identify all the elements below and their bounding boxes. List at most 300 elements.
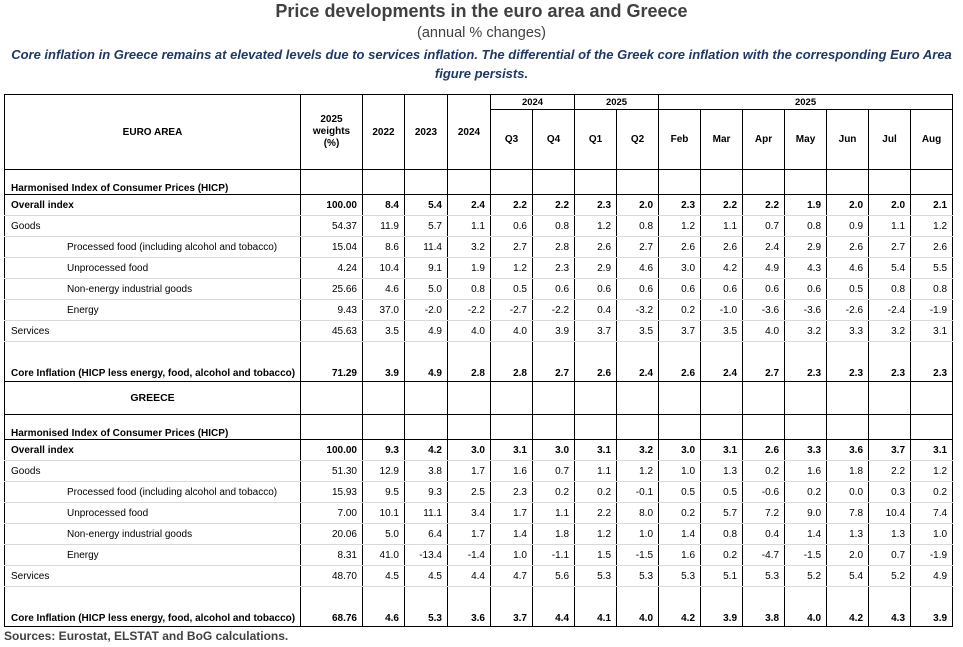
empty-cell xyxy=(491,182,533,195)
value-cell: 1.2 xyxy=(491,258,533,279)
value-cell: 4.0 xyxy=(743,321,785,342)
empty-cell xyxy=(533,427,575,440)
row-label: Processed food (including alcohol and tobacco) xyxy=(5,237,301,258)
value-cell: 0.7 xyxy=(533,461,575,482)
value-cell: -2.6 xyxy=(827,300,869,321)
value-cell: 48.70 xyxy=(301,566,363,587)
value-cell: 4.5 xyxy=(405,566,448,587)
value-cell: 5.1 xyxy=(701,566,743,587)
year-2024-header: 2024 xyxy=(448,95,491,170)
value-cell: 0.7 xyxy=(743,216,785,237)
value-cell: -2.2 xyxy=(533,300,575,321)
value-cell: 5.3 xyxy=(659,566,701,587)
value-cell: 1.2 xyxy=(911,216,953,237)
empty-cell xyxy=(405,382,448,415)
empty-cell xyxy=(617,427,659,440)
value-cell: -3.6 xyxy=(785,300,827,321)
empty-cell xyxy=(869,182,911,195)
empty-cell xyxy=(869,382,911,415)
description: Core inflation in Greece remains at elevated levels due to services inflation. The differential of the Greek core inflation with the corresponding Euro Area figure persists. xyxy=(11,47,952,81)
value-cell: 3.0 xyxy=(659,440,701,461)
value-cell: 1.1 xyxy=(701,216,743,237)
value-cell: 41.0 xyxy=(363,545,405,566)
value-cell: 5.4 xyxy=(869,258,911,279)
empty-cell xyxy=(301,427,363,440)
value-cell: 2.3 xyxy=(785,342,827,382)
empty-cell xyxy=(617,382,659,415)
value-cell: 1.0 xyxy=(659,461,701,482)
spacer-row xyxy=(5,170,953,183)
value-cell: 2.2 xyxy=(533,195,575,216)
value-cell: 0.8 xyxy=(448,279,491,300)
value-cell: 3.5 xyxy=(617,321,659,342)
value-cell: 1.1 xyxy=(869,216,911,237)
section-label: Harmonised Index of Consumer Prices (HICP) xyxy=(5,427,301,440)
value-cell: 2.4 xyxy=(617,342,659,382)
empty-cell xyxy=(491,415,533,428)
value-cell: 0.4 xyxy=(743,524,785,545)
value-cell: 1.2 xyxy=(617,461,659,482)
value-cell: 2.7 xyxy=(743,342,785,382)
section-label-row xyxy=(5,182,953,195)
empty-cell xyxy=(827,382,869,415)
empty-cell xyxy=(701,170,743,183)
weights-header: 2025 weights (%) xyxy=(301,95,363,170)
value-cell: 0.6 xyxy=(701,279,743,300)
row-label: Overall index xyxy=(5,440,301,461)
row-label: Non-energy industrial goods xyxy=(5,524,301,545)
value-cell: 3.7 xyxy=(491,587,533,627)
value-cell: 4.0 xyxy=(491,321,533,342)
value-cell: 100.00 xyxy=(301,195,363,216)
value-cell: 3.5 xyxy=(701,321,743,342)
value-cell: 1.1 xyxy=(533,503,575,524)
row-label: Energy xyxy=(5,545,301,566)
empty-cell xyxy=(448,382,491,415)
empty-cell xyxy=(575,382,617,415)
value-cell: 10.4 xyxy=(869,503,911,524)
year-2022-header: 2022 xyxy=(363,95,405,170)
empty-cell xyxy=(363,382,405,415)
empty-cell xyxy=(617,170,659,183)
value-cell: 4.6 xyxy=(363,279,405,300)
value-cell: 2.3 xyxy=(533,258,575,279)
empty-cell xyxy=(5,170,301,183)
value-cell: 12.9 xyxy=(363,461,405,482)
value-cell: -1.5 xyxy=(617,545,659,566)
value-cell: 0.7 xyxy=(869,545,911,566)
greece-header-row xyxy=(5,382,953,415)
value-cell: 6.4 xyxy=(405,524,448,545)
value-cell: 2.3 xyxy=(911,342,953,382)
value-cell: 1.6 xyxy=(659,545,701,566)
value-cell: 5.7 xyxy=(701,503,743,524)
value-cell: 1.2 xyxy=(911,461,953,482)
value-cell: 3.0 xyxy=(448,440,491,461)
empty-cell xyxy=(363,170,405,183)
euro-area-header: EURO AREA xyxy=(5,95,301,170)
value-cell: 5.2 xyxy=(785,566,827,587)
value-cell: 3.3 xyxy=(827,321,869,342)
quarters-2024-header: 2024 xyxy=(491,95,575,110)
empty-cell xyxy=(827,427,869,440)
value-cell: 3.7 xyxy=(659,321,701,342)
value-cell: 3.5 xyxy=(363,321,405,342)
value-cell: 2.3 xyxy=(575,195,617,216)
row-label: Unprocessed food xyxy=(5,258,301,279)
value-cell: 9.0 xyxy=(785,503,827,524)
empty-cell xyxy=(491,170,533,183)
table-row xyxy=(5,482,953,503)
value-cell: 8.0 xyxy=(617,503,659,524)
empty-cell xyxy=(659,170,701,183)
empty-cell xyxy=(533,182,575,195)
value-cell: 5.3 xyxy=(617,566,659,587)
value-cell: 2.6 xyxy=(659,237,701,258)
empty-cell xyxy=(533,382,575,415)
table-row xyxy=(5,321,953,342)
value-cell: -2.2 xyxy=(448,300,491,321)
value-cell: 54.37 xyxy=(301,216,363,237)
value-cell: 0.6 xyxy=(743,279,785,300)
row-label: Goods xyxy=(5,461,301,482)
value-cell: 2.6 xyxy=(575,342,617,382)
value-cell: 2.3 xyxy=(659,195,701,216)
empty-cell xyxy=(659,182,701,195)
value-cell: 2.0 xyxy=(617,195,659,216)
value-cell: 3.8 xyxy=(405,461,448,482)
value-cell: 8.6 xyxy=(363,237,405,258)
value-cell: 0.8 xyxy=(911,279,953,300)
value-cell: 5.6 xyxy=(533,566,575,587)
value-cell: 68.76 xyxy=(301,587,363,627)
empty-cell xyxy=(827,415,869,428)
quarters-2025-header: 2025 xyxy=(575,95,659,110)
value-cell: -2.0 xyxy=(405,300,448,321)
value-cell: 1.1 xyxy=(448,216,491,237)
price-table xyxy=(4,94,953,627)
value-cell: 9.5 xyxy=(363,482,405,503)
value-cell: 2.6 xyxy=(701,237,743,258)
value-cell: 3.9 xyxy=(363,342,405,382)
value-cell: -1.9 xyxy=(911,300,953,321)
value-cell: 0.6 xyxy=(659,279,701,300)
value-cell: 0.2 xyxy=(743,461,785,482)
empty-cell xyxy=(301,382,363,415)
value-cell: 0.2 xyxy=(701,545,743,566)
row-label: Core Inflation (HICP less energy, food, alcohol and tobacco) xyxy=(5,342,301,382)
value-cell: 0.3 xyxy=(869,482,911,503)
value-cell: 11.9 xyxy=(363,216,405,237)
value-cell: -1.5 xyxy=(785,545,827,566)
value-cell: 4.2 xyxy=(659,587,701,627)
value-cell: 1.2 xyxy=(575,216,617,237)
value-cell: 2.3 xyxy=(827,342,869,382)
value-cell: 1.9 xyxy=(785,195,827,216)
empty-cell xyxy=(533,415,575,428)
value-cell: 1.3 xyxy=(827,524,869,545)
value-cell: 2.9 xyxy=(575,258,617,279)
empty-cell xyxy=(743,182,785,195)
value-cell: 1.7 xyxy=(491,503,533,524)
value-cell: 0.6 xyxy=(491,216,533,237)
value-cell: 4.5 xyxy=(363,566,405,587)
empty-cell xyxy=(575,170,617,183)
value-cell: 5.3 xyxy=(743,566,785,587)
value-cell: 2.0 xyxy=(869,195,911,216)
value-cell: 0.6 xyxy=(533,279,575,300)
value-cell: 1.5 xyxy=(575,545,617,566)
empty-cell xyxy=(869,427,911,440)
row-label: Services xyxy=(5,321,301,342)
value-cell: 1.3 xyxy=(701,461,743,482)
core-inflation-row xyxy=(5,587,953,627)
value-cell: 0.2 xyxy=(785,482,827,503)
empty-cell xyxy=(575,182,617,195)
row-label: Goods xyxy=(5,216,301,237)
empty-cell xyxy=(911,427,953,440)
value-cell: 1.3 xyxy=(869,524,911,545)
table-row xyxy=(5,195,953,216)
value-cell: 2.6 xyxy=(575,237,617,258)
quarter-header: Q4 xyxy=(533,110,575,170)
value-cell: 1.1 xyxy=(575,461,617,482)
value-cell: -3.2 xyxy=(617,300,659,321)
value-cell: 0.8 xyxy=(701,524,743,545)
value-cell: 5.5 xyxy=(911,258,953,279)
row-label: Processed food (including alcohol and tobacco) xyxy=(5,482,301,503)
value-cell: 2.4 xyxy=(448,195,491,216)
value-cell: 1.4 xyxy=(491,524,533,545)
empty-cell xyxy=(301,182,363,195)
empty-cell xyxy=(827,170,869,183)
value-cell: 3.2 xyxy=(785,321,827,342)
value-cell: 3.2 xyxy=(869,321,911,342)
value-cell: 3.1 xyxy=(911,440,953,461)
value-cell: 1.0 xyxy=(617,524,659,545)
empty-cell xyxy=(405,170,448,183)
table-row xyxy=(5,216,953,237)
value-cell: 8.4 xyxy=(363,195,405,216)
empty-cell xyxy=(405,415,448,428)
value-cell: 3.6 xyxy=(448,587,491,627)
value-cell: -2.7 xyxy=(491,300,533,321)
quarter-header: Q2 xyxy=(617,110,659,170)
month-header: Jul xyxy=(869,110,911,170)
value-cell: 0.0 xyxy=(827,482,869,503)
value-cell: -1.4 xyxy=(448,545,491,566)
empty-cell xyxy=(785,427,827,440)
value-cell: 15.93 xyxy=(301,482,363,503)
empty-cell xyxy=(363,427,405,440)
month-header: Mar xyxy=(701,110,743,170)
value-cell: 1.6 xyxy=(785,461,827,482)
section-label: Harmonised Index of Consumer Prices (HICP) xyxy=(5,182,301,195)
value-cell: 5.4 xyxy=(827,566,869,587)
value-cell: 0.8 xyxy=(785,216,827,237)
value-cell: 4.1 xyxy=(575,587,617,627)
value-cell: 1.9 xyxy=(448,258,491,279)
value-cell: 0.8 xyxy=(533,216,575,237)
value-cell: 100.00 xyxy=(301,440,363,461)
value-cell: 4.9 xyxy=(405,342,448,382)
empty-cell xyxy=(743,170,785,183)
value-cell: 2.7 xyxy=(617,237,659,258)
value-cell: 1.4 xyxy=(785,524,827,545)
empty-cell xyxy=(785,415,827,428)
value-cell: 4.3 xyxy=(785,258,827,279)
value-cell: 0.2 xyxy=(659,300,701,321)
value-cell: 20.06 xyxy=(301,524,363,545)
value-cell: 1.6 xyxy=(491,461,533,482)
value-cell: 7.8 xyxy=(827,503,869,524)
empty-cell xyxy=(363,415,405,428)
month-header: Apr xyxy=(743,110,785,170)
row-label: Non-energy industrial goods xyxy=(5,279,301,300)
value-cell: 0.2 xyxy=(533,482,575,503)
value-cell: 1.8 xyxy=(827,461,869,482)
table-row xyxy=(5,545,953,566)
value-cell: 2.7 xyxy=(869,237,911,258)
value-cell: 3.3 xyxy=(785,440,827,461)
row-label: Core Inflation (HICP less energy, food, alcohol and tobacco) xyxy=(5,587,301,627)
empty-cell xyxy=(448,427,491,440)
empty-cell xyxy=(785,170,827,183)
value-cell: 5.2 xyxy=(869,566,911,587)
value-cell: 1.4 xyxy=(659,524,701,545)
row-label: Unprocessed food xyxy=(5,503,301,524)
row-label: Overall index xyxy=(5,195,301,216)
empty-cell xyxy=(827,182,869,195)
value-cell: 2.0 xyxy=(827,545,869,566)
value-cell: 1.2 xyxy=(659,216,701,237)
spacer-row xyxy=(5,415,953,428)
value-cell: 2.0 xyxy=(827,195,869,216)
empty-cell xyxy=(405,182,448,195)
value-cell: 4.24 xyxy=(301,258,363,279)
value-cell: 0.6 xyxy=(785,279,827,300)
empty-cell xyxy=(743,415,785,428)
value-cell: 9.3 xyxy=(405,482,448,503)
value-cell: 5.0 xyxy=(405,279,448,300)
value-cell: 15.04 xyxy=(301,237,363,258)
value-cell: 3.1 xyxy=(491,440,533,461)
value-cell: 4.7 xyxy=(491,566,533,587)
value-cell: 3.1 xyxy=(575,440,617,461)
months-2025-header: 2025 xyxy=(659,95,953,110)
empty-cell xyxy=(743,382,785,415)
value-cell: 0.5 xyxy=(659,482,701,503)
value-cell: 2.3 xyxy=(491,482,533,503)
value-cell: 2.9 xyxy=(785,237,827,258)
value-cell: 3.8 xyxy=(743,587,785,627)
value-cell: 7.4 xyxy=(911,503,953,524)
value-cell: 2.2 xyxy=(743,195,785,216)
value-cell: 5.0 xyxy=(363,524,405,545)
page-subtitle: (annual % changes) xyxy=(417,25,546,41)
value-cell: 4.3 xyxy=(869,587,911,627)
empty-cell xyxy=(659,415,701,428)
empty-cell xyxy=(575,415,617,428)
table-row xyxy=(5,503,953,524)
value-cell: 0.2 xyxy=(911,482,953,503)
section-label-row xyxy=(5,427,953,440)
value-cell: 3.1 xyxy=(701,440,743,461)
value-cell: 0.4 xyxy=(575,300,617,321)
empty-cell xyxy=(701,427,743,440)
value-cell: 0.8 xyxy=(869,279,911,300)
value-cell: 3.4 xyxy=(448,503,491,524)
value-cell: -1.1 xyxy=(533,545,575,566)
value-cell: 0.5 xyxy=(491,279,533,300)
empty-cell xyxy=(911,170,953,183)
value-cell: 3.9 xyxy=(533,321,575,342)
empty-cell xyxy=(869,170,911,183)
value-cell: 2.6 xyxy=(911,237,953,258)
quarter-header: Q1 xyxy=(575,110,617,170)
greece-header: GREECE xyxy=(5,382,301,415)
value-cell: 5.3 xyxy=(405,587,448,627)
table-row xyxy=(5,461,953,482)
value-cell: 2.2 xyxy=(701,195,743,216)
value-cell: 1.8 xyxy=(533,524,575,545)
value-cell: 0.9 xyxy=(827,216,869,237)
empty-cell xyxy=(448,170,491,183)
value-cell: 4.9 xyxy=(405,321,448,342)
value-cell: 4.2 xyxy=(701,258,743,279)
value-cell: 1.7 xyxy=(448,461,491,482)
value-cell: 4.2 xyxy=(827,587,869,627)
value-cell: 4.6 xyxy=(363,587,405,627)
value-cell: 3.7 xyxy=(575,321,617,342)
value-cell: 2.3 xyxy=(869,342,911,382)
value-cell: 25.66 xyxy=(301,279,363,300)
empty-cell xyxy=(911,415,953,428)
year-2023-header: 2023 xyxy=(405,95,448,170)
empty-cell xyxy=(5,415,301,428)
value-cell: 2.6 xyxy=(659,342,701,382)
value-cell: -4.7 xyxy=(743,545,785,566)
month-header: May xyxy=(785,110,827,170)
value-cell: -13.4 xyxy=(405,545,448,566)
table-row xyxy=(5,566,953,587)
value-cell: -0.1 xyxy=(617,482,659,503)
value-cell: 10.4 xyxy=(363,258,405,279)
value-cell: 1.2 xyxy=(575,524,617,545)
empty-cell xyxy=(301,170,363,183)
value-cell: 51.30 xyxy=(301,461,363,482)
value-cell: 2.7 xyxy=(491,237,533,258)
value-cell: 2.4 xyxy=(701,342,743,382)
value-cell: 4.0 xyxy=(785,587,827,627)
value-cell: 3.2 xyxy=(617,440,659,461)
empty-cell xyxy=(405,427,448,440)
value-cell: 2.1 xyxy=(911,195,953,216)
value-cell: 4.0 xyxy=(448,321,491,342)
value-cell: 9.1 xyxy=(405,258,448,279)
value-cell: 5.7 xyxy=(405,216,448,237)
table-row xyxy=(5,300,953,321)
value-cell: 2.2 xyxy=(869,461,911,482)
core-inflation-row xyxy=(5,342,953,382)
value-cell: 4.2 xyxy=(405,440,448,461)
value-cell: 3.0 xyxy=(533,440,575,461)
value-cell: 0.5 xyxy=(827,279,869,300)
row-label: Energy xyxy=(5,300,301,321)
value-cell: 0.6 xyxy=(575,279,617,300)
value-cell: 2.7 xyxy=(533,342,575,382)
value-cell: 2.5 xyxy=(448,482,491,503)
